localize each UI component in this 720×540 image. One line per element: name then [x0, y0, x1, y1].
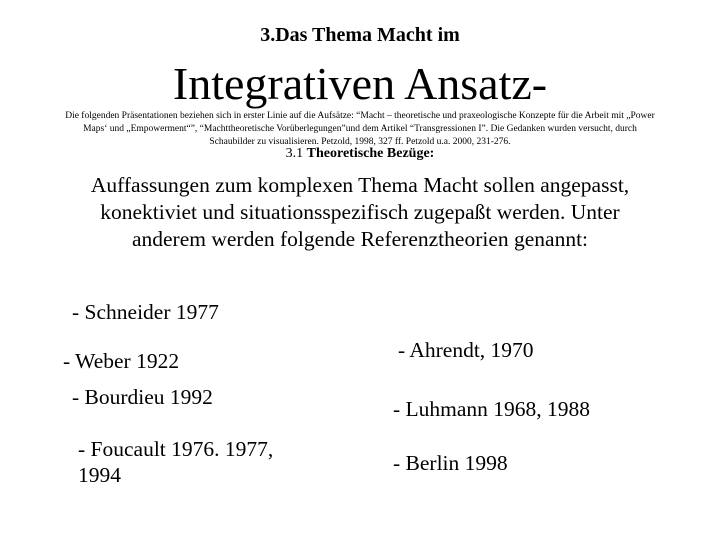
subheading-number: 3.1	[285, 146, 304, 161]
intro-note: Die folgenden Präsentationen beziehen sich in erster Linie auf die Aufsätze: “Macht – theoretische und praxeologische Konzepte für die Arbeit mit „Power Maps‘ und „Empowerment“”, “Machttheoretische Vorüberlegungen”und dem Artikel “Transgressionen I”. Die Gedanken wurden versucht, durch Schaubilder zu visualisieren. Petzold, 1998, 327 ff. Petzold u.a. 2000, 231-276.	[65, 111, 655, 147]
body-paragraph: Auffassungen zum komplexen Thema Macht sollen angepasst, konektiviet und situationsspezifisch zugepaßt werden. Unter anderem werden folgende Referenztheorien genannt:	[90, 173, 630, 251]
reference-luhmann: - Luhmann 1968, 1988	[393, 397, 591, 421]
reference-weber: - Weber 1922	[63, 349, 180, 373]
reference-ahrendt: - Ahrendt, 1970	[398, 338, 534, 362]
reference-bourdieu: - Bourdieu 1992	[72, 385, 213, 409]
heading-line-2: Integrativen Ansatz-	[172, 58, 548, 109]
reference-foucault: - Foucault 1976. 1977, 1994	[78, 437, 274, 487]
reference-berlin: - Berlin 1998	[393, 451, 508, 475]
heading-line-1: 3.Das Thema Macht im	[260, 24, 460, 46]
subheading	[0, 146, 720, 162]
subheading-label: Theoretische Bezüge:	[306, 146, 435, 161]
reference-schneider: - Schneider 1977	[72, 300, 219, 324]
